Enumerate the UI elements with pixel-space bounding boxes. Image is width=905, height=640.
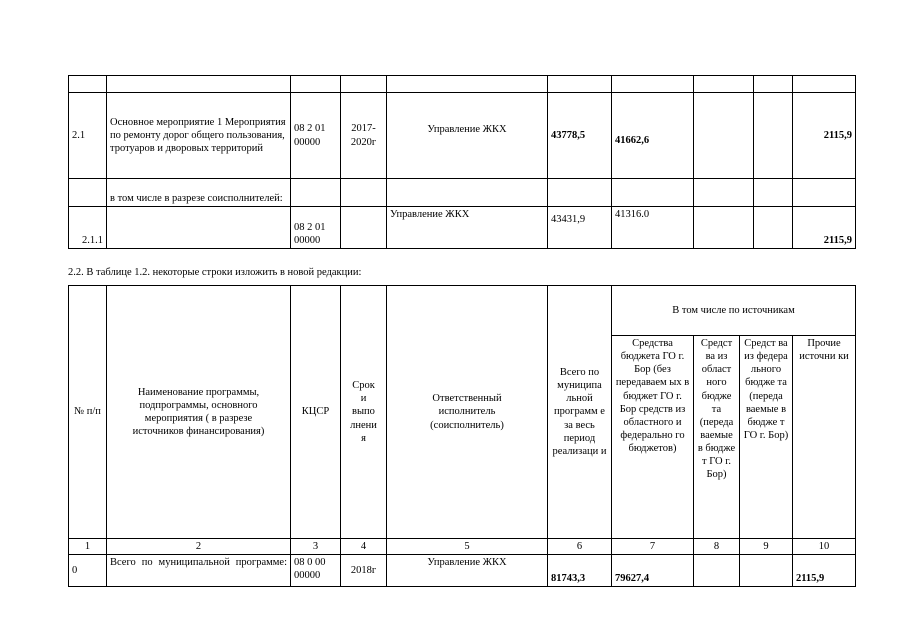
header-period: Срок и выпо лнени я [341,286,387,539]
col-number: 9 [740,539,793,555]
period: 2018г [341,555,387,587]
col-number: 6 [548,539,612,555]
header-federal: Средст ва из федера льного бюдже та (переда ваемые в бюдже т ГО г. Бор) [740,336,793,539]
column-number-row [69,539,856,555]
kcsr-code: 08 2 01 00000 [291,207,341,249]
activity-name: Основное мероприятие 1 Мероприятия по ремонту дорог общего пользования, тротуаров и дворовых территорий [107,93,291,179]
col-number: 5 [387,539,548,555]
header-oblast: Средст ва из област ного бюдже та (переда ваемые в бюдже т ГО г. Бор) [694,336,740,539]
oblast-amount [694,555,740,587]
period [341,207,387,249]
header-row-top [69,286,856,336]
col-number: 1 [69,539,107,555]
financing-table-1-2 [68,285,856,587]
kcsr-code: 08 2 01 00000 [291,93,341,179]
col-number: 4 [341,539,387,555]
col-number: 8 [694,539,740,555]
oblast-amount [694,93,754,179]
total-amount: 43778,5 [548,93,612,179]
kcsr-code: 08 0 00 00000 [291,555,341,587]
financing-table-continuation [68,75,856,249]
total-amount: 43431,9 [548,207,612,249]
col-number: 3 [291,539,341,555]
other-amount: 2115,9 [793,93,856,179]
table-row-breakdown [69,179,856,207]
activity-name: Всего по муниципальной программе: [107,555,291,587]
row-number: 0 [69,555,107,587]
header-other: Прочие источни ки [793,336,856,539]
header-name: Наименование программы, подпрограммы, основного мероприятия ( в разрезе источников финансирования) [107,286,291,539]
col-number: 7 [612,539,694,555]
breakdown-label: в том числе в разрезе соисполнителей: [107,179,291,207]
federal-amount [754,93,793,179]
row-number: 2.1 [69,93,107,179]
gobor-amount: 41662,6 [612,93,694,179]
header-kcsr: КЦСР [291,286,341,539]
executor: Управление ЖКХ [387,207,548,249]
header-num: № п/п [69,286,107,539]
other-amount: 2115,9 [793,207,856,249]
activity-name [107,207,291,249]
table-row-0 [69,555,856,587]
header-sources: В том числе по источникам [612,286,856,336]
table-row-top-stub [69,76,856,93]
header-executor: Ответственный исполнитель (соисполнитель) [387,286,548,539]
row-number: 2.1.1 [69,207,107,249]
executor: Управление ЖКХ [387,555,548,587]
gobor-amount: 41316.0 [612,207,694,249]
table-row-2-1-1 [69,207,856,249]
table-row-2-1 [69,93,856,179]
gobor-amount: 79627,4 [612,555,694,587]
total-amount: 81743,3 [548,555,612,587]
other-amount: 2115,9 [793,555,856,587]
header-gobor: Средства бюджета ГО г. Бор (без передаваем ых в бюджет ГО г. Бор средств из областного и федерально го бюджетов) [612,336,694,539]
executor: Управление ЖКХ [387,93,548,179]
section-caption: 2.2. В таблице 1.2. некоторые строки изложить в новой редакции: [68,267,362,278]
col-number: 10 [793,539,856,555]
federal-amount [740,555,793,587]
col-number: 2 [107,539,291,555]
header-total: Всего по муниципа льной программ е за весь период реализаци и [548,286,612,539]
period: 2017-2020г [341,93,387,179]
